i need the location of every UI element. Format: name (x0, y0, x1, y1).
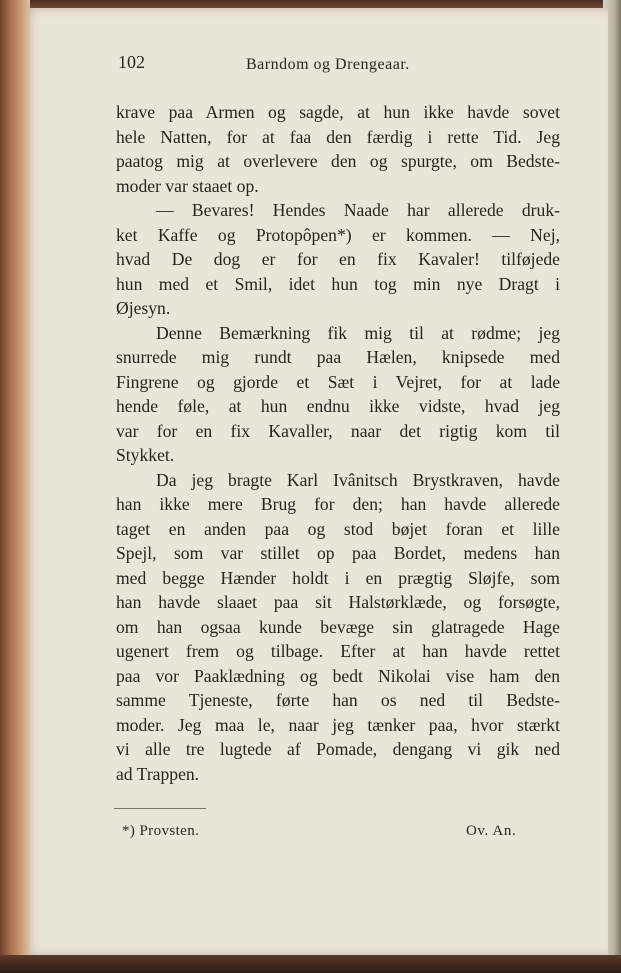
text-line: paa vor Paaklædning og bedt Nikolai vise ham den (116, 665, 560, 686)
text-line: Da jeg bragte Karl Ivânitsch Brystkraven, havde (156, 469, 560, 490)
text-line: moder var staaet op. (116, 175, 259, 196)
text-line: Denne Bemærkning fik mig til at rødme; jeg (156, 322, 560, 343)
text-line: Fingrene og gjorde et Sæt i Vejret, for at lade (116, 371, 560, 392)
text-line: hende føle, at hun endnu ikke vidste, hvad jeg (116, 396, 560, 416)
text-line: vi alle tre lugtede af Pomade, dengang vi gik ned (116, 739, 560, 759)
text-line: — Bevares! Hendes Naade har allerede druk- (156, 200, 560, 220)
text-line: snurrede mig rundt paa Hælen, knipsede med (116, 347, 560, 367)
text-line: Spejl, som var stillet op paa Bordet, medens han (116, 543, 560, 563)
text-line: han ikke mere Brug for den; han havde allerede (116, 494, 560, 514)
text-line: var for en fix Kavaller, naar det rigtig kom til (116, 420, 560, 441)
text-line: hun med et Smil, idet hun tog min nye Dragt i (116, 273, 560, 294)
text-line: paatog mig at overlevere den og spurgte, om Bedste- (116, 151, 560, 171)
book-bottom-edge (0, 955, 621, 973)
body-text (116, 100, 560, 786)
text-line: samme Tjeneste, førte han os ned til Bedste- (116, 690, 560, 710)
footnote-divider (114, 808, 206, 809)
text-line: moder. Jeg maa le, naar jeg tænker paa, hvor stærkt (116, 714, 560, 735)
text-line: krave paa Armen og sagde, at hun ikke havde sovet (116, 102, 560, 122)
book-spine-edge (0, 0, 30, 973)
text-line: hele Natten, for at faa den færdig i rette Tid. Jeg (116, 126, 560, 147)
running-title: Barndom og Drengeaar. (246, 56, 410, 73)
text-line: med begge Hænder holdt i en prægtig Sløjfe, som (116, 567, 560, 588)
text-line: om han ogsaa kunde bevæge sin glatragede Hage (116, 616, 560, 637)
text-line: taget en anden paa og stod bøjet foran et lille (116, 518, 560, 539)
text-line: Øjesyn. (116, 298, 171, 318)
text-line: han havde slaaet paa sit Halstørklæde, og forsøgte, (116, 592, 560, 612)
page-number: 102 (118, 52, 145, 72)
footnote-credit: Ov. An. (466, 823, 517, 839)
footnote-text: *) Provsten. (122, 823, 200, 839)
text-line: ad Trappen. (116, 763, 200, 784)
page-header (118, 52, 558, 78)
text-line: ket Kaffe og Protopôpen*) er kommen. — Nej, (116, 224, 560, 245)
text-line: hvad De dog er for en fix Kavaler! tilføjede (116, 249, 560, 269)
text-line: Stykket. (116, 445, 175, 465)
text-line: ugenert frem og tilbage. Efter at han havde rettet (116, 641, 560, 661)
